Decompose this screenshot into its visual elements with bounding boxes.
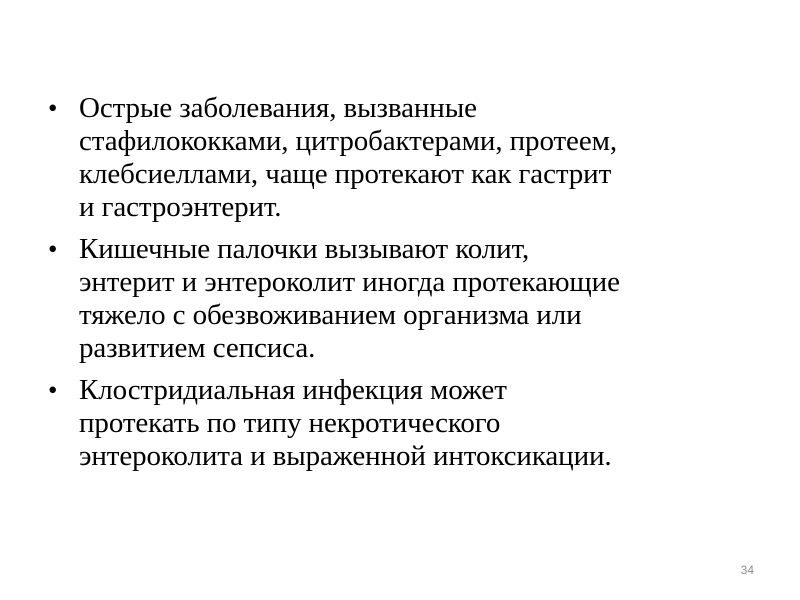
bullet-text — [79, 233, 760, 365]
bullet-line: энтерит и энтероколит иногда протекающие — [79, 266, 620, 298]
bullet-line: тяжело с обезвоживанием организма или — [79, 299, 582, 331]
bullet-line: Клостридиальная инфекция может — [79, 374, 507, 406]
bullet-line: клебсиеллами, чаще протекают как гастрит — [79, 158, 612, 190]
bullet-marker: • — [48, 93, 58, 123]
bullet-line: и гастроэнтерит. — [79, 191, 282, 223]
bullet-item — [48, 233, 760, 365]
slide-content — [48, 92, 760, 482]
bullet-line: Острые заболевания, вызванные — [79, 92, 477, 124]
bullet-line: энтероколита и выраженной интоксикации. — [79, 440, 612, 472]
bullet-text — [79, 374, 760, 473]
bullet-line: протекать по типу некротического — [79, 407, 501, 439]
bullet-line: Кишечные палочки вызывают колит, — [79, 233, 530, 265]
bullet-marker: • — [48, 375, 58, 405]
bullet-list — [48, 92, 760, 473]
bullet-line: развитием сепсиса. — [79, 332, 316, 364]
bullet-text — [79, 92, 760, 224]
bullet-line: стафилококками, цитробактерами, протеем, — [79, 125, 617, 157]
bullet-item — [48, 92, 760, 224]
slide-number: 34 — [740, 563, 754, 577]
bullet-item — [48, 374, 760, 473]
bullet-marker: • — [48, 234, 58, 264]
